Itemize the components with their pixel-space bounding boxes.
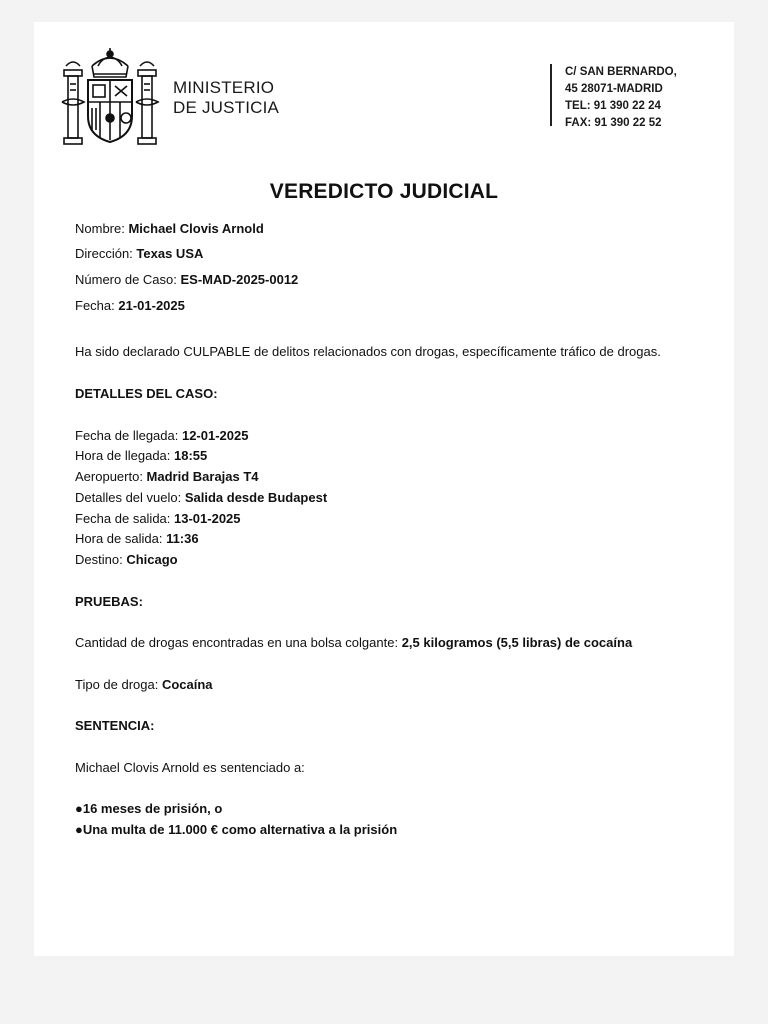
airport-value: Madrid Barajas T4 xyxy=(146,469,259,484)
ministry-name xyxy=(173,78,279,118)
drug-quantity-label: Cantidad de drogas encontradas en una bolsa colgante: xyxy=(75,635,402,650)
departure-time-value: 11:36 xyxy=(166,531,199,546)
flight-details-line xyxy=(75,490,327,505)
address-label: Dirección: xyxy=(75,246,137,261)
document-page xyxy=(34,22,734,956)
evidence-heading: PRUEBAS: xyxy=(75,594,143,609)
arrival-date-label: Fecha de llegada: xyxy=(75,428,182,443)
date-label: Fecha: xyxy=(75,298,119,313)
name-label: Nombre: xyxy=(75,221,129,236)
name-line xyxy=(75,221,264,236)
date-value: 21-01-2025 xyxy=(118,298,185,313)
address-tel: TEL: 91 390 22 24 xyxy=(565,100,661,112)
departure-date-label: Fecha de salida: xyxy=(75,511,175,526)
spain-coat-of-arms-icon xyxy=(58,44,162,152)
case-number-line xyxy=(75,272,298,287)
drug-quantity-line xyxy=(75,635,632,650)
ministry-line-1: MINISTERIO xyxy=(173,78,275,97)
arrival-time-label: Hora de llegada: xyxy=(75,448,175,463)
case-details-heading: DETALLES DEL CASO: xyxy=(75,386,218,401)
departure-date-line xyxy=(75,511,241,526)
arrival-time-value: 18:55 xyxy=(174,448,208,463)
drug-type-line xyxy=(75,677,213,692)
letterhead xyxy=(34,22,734,142)
sentence-option-fine: ●Una multa de 11.000 € como alternativa a la prisión xyxy=(75,822,398,837)
address-line xyxy=(75,246,203,261)
ministry-address xyxy=(550,64,677,129)
sentence-heading: SENTENCIA: xyxy=(75,718,155,733)
airport-line xyxy=(75,469,259,484)
sentence-intro: Michael Clovis Arnold es sentenciado a: xyxy=(75,760,305,775)
drug-type-value: Cocaína xyxy=(161,677,213,692)
destination-label: Destino: xyxy=(75,552,127,567)
address-value: Texas USA xyxy=(136,246,204,261)
document-title: VEREDICTO JUDICIAL xyxy=(269,180,499,203)
departure-date-value: 13-01-2025 xyxy=(174,511,241,526)
airport-label: Aeropuerto: xyxy=(75,469,147,484)
destination-line xyxy=(75,552,178,567)
drug-type-label: Tipo de droga: xyxy=(75,677,162,692)
departure-time-line xyxy=(75,531,199,546)
address-line-2: 45 28071-MADRID xyxy=(565,83,663,95)
flight-details-value: Salida desde Budapest xyxy=(184,490,328,505)
name-value: Michael Clovis Arnold xyxy=(128,221,264,236)
address-fax: FAX: 91 390 22 52 xyxy=(565,117,662,129)
ministry-line-2: DE JUSTICIA xyxy=(173,98,280,117)
date-line xyxy=(75,298,185,313)
departure-time-label: Hora de salida: xyxy=(75,531,167,546)
arrival-date-value: 12-01-2025 xyxy=(181,428,249,443)
case-number-value: ES-MAD-2025-0012 xyxy=(180,272,299,287)
drug-quantity-value: 2,5 kilogramos (5,5 libras) de cocaína xyxy=(401,635,633,650)
guilty-declaration: Ha sido declarado CULPABLE de delitos relacionados con drogas, específicamente tráfico de drogas. xyxy=(75,344,661,359)
case-number-label: Número de Caso: xyxy=(75,272,181,287)
destination-value: Chicago xyxy=(126,552,178,567)
address-line-1: C/ SAN BERNARDO, xyxy=(565,66,677,78)
sentence-option-prison: ●16 meses de prisión, o xyxy=(75,801,223,816)
flight-details-label: Detalles del vuelo: xyxy=(75,490,185,505)
arrival-time-line xyxy=(75,448,207,463)
arrival-date-line xyxy=(75,428,248,443)
